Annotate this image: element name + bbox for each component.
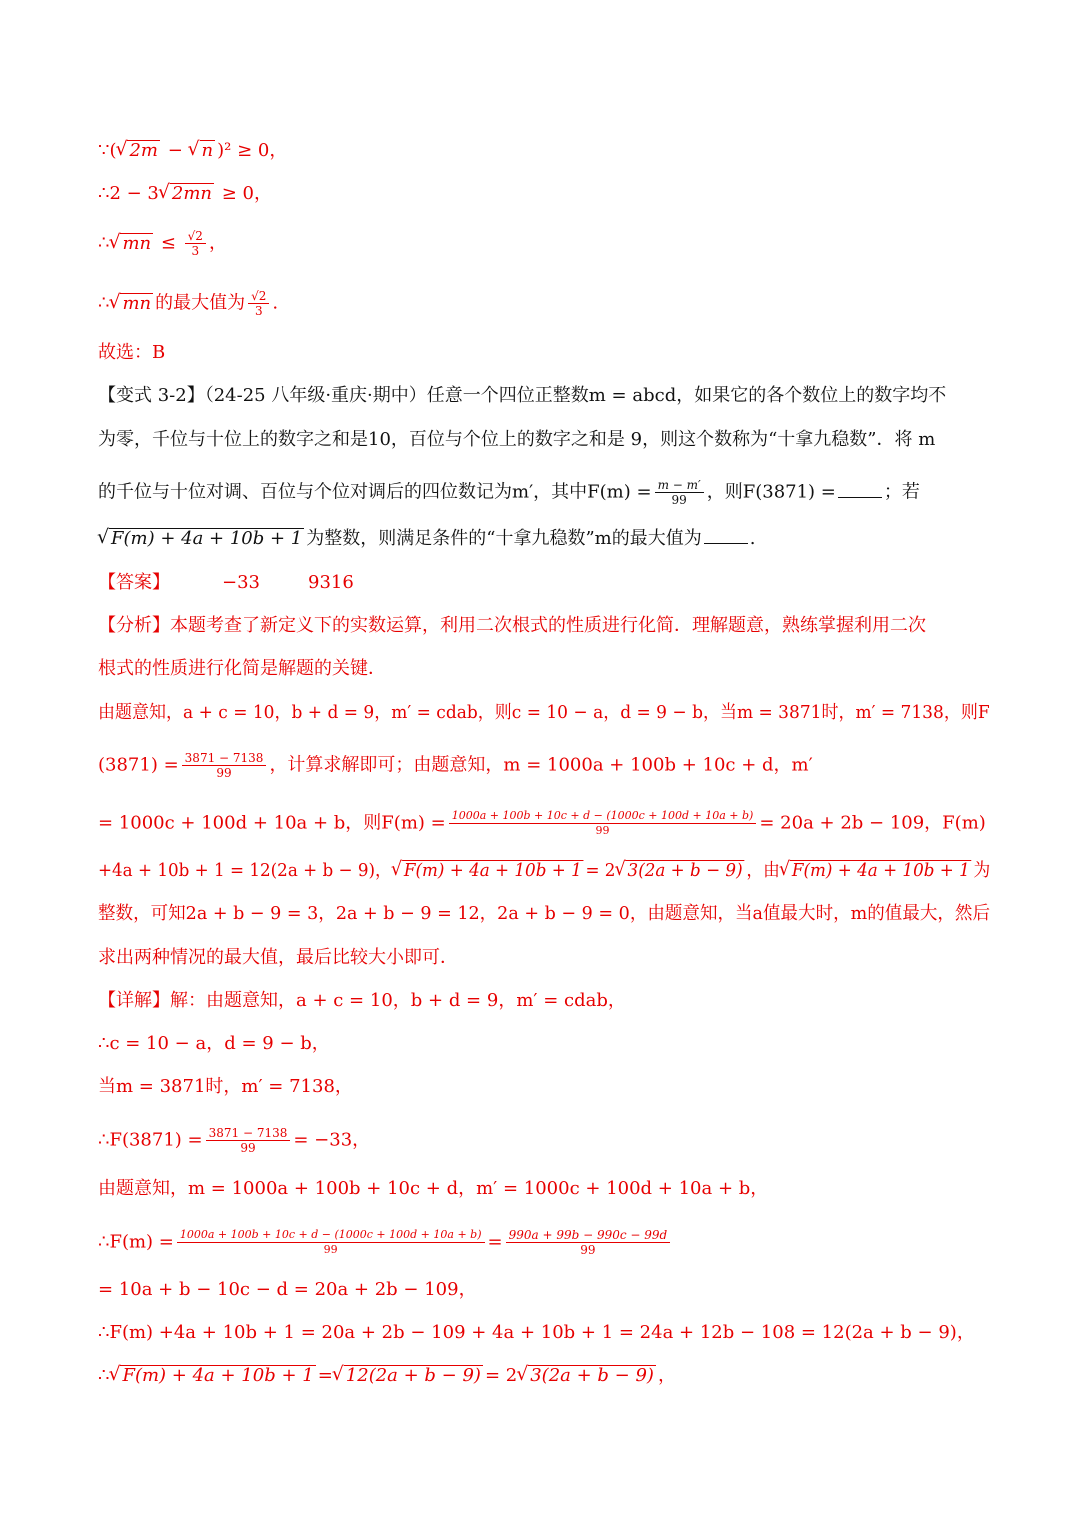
text: = 2 — [484, 1365, 518, 1386]
analysis-line-4 — [98, 751, 813, 780]
detail-line-2: ∴c = 10 − a，d = 9 − b， — [98, 1033, 330, 1054]
text: 99 — [323, 1243, 338, 1256]
analysis-line-6 — [98, 858, 990, 884]
problem-line-2: 为零，千位与十位上的数字之和是10，百位与个位上的数字之和是 9，则这个数称为“十拿九稳数”．将 m — [98, 429, 936, 450]
fraction — [182, 751, 267, 780]
sqrt-expression — [392, 858, 584, 884]
answer-line — [98, 570, 354, 596]
answer-value-1: −33 — [222, 572, 260, 593]
answer-label: 【答案】 — [98, 572, 170, 593]
text: 99 — [580, 1243, 596, 1257]
sqrt-mn — [109, 291, 153, 317]
text: 2m — [129, 140, 159, 161]
text: F(m) + 4a + 10b + 1 — [791, 860, 970, 881]
text: . — [272, 292, 279, 314]
sqrt-expression — [517, 1363, 656, 1389]
sqrt-expression — [333, 1363, 483, 1389]
answer-value-2: 9316 — [308, 572, 354, 593]
text: ∴F(m) = — [98, 1231, 174, 1253]
text: 3 — [254, 304, 263, 318]
text: = 1000c + 100d + 10a + b，则F(m) = — [98, 812, 446, 834]
text: 99 — [671, 493, 687, 507]
text: )² ≥ 0， — [217, 140, 288, 161]
text: ∴ — [98, 292, 110, 314]
fraction — [248, 289, 269, 318]
text: 1000a + 100b + 10c + d − (1000c + 100d + 10a + b) — [177, 1228, 485, 1243]
text: 的千位与十位对调、百位与个位对调后的四位数记为m′，其中F(m) = — [98, 481, 652, 503]
fraction — [206, 1126, 291, 1155]
text: ，计算求解即可；由题意知，m = 1000a + 100b + 10c + d，m′ — [269, 754, 813, 776]
problem-line-4 — [98, 526, 755, 552]
text: = 2 — [585, 860, 616, 881]
sqrt-mn — [109, 231, 153, 257]
text: = — [487, 1231, 503, 1253]
text: 为 — [973, 860, 991, 881]
text: 99 — [240, 1141, 256, 1155]
fraction — [655, 478, 704, 507]
detail-line-6 — [98, 1228, 673, 1257]
line-sqrt-mn-leq — [98, 229, 227, 258]
detail-line-9 — [98, 1363, 676, 1389]
text: n — [201, 140, 214, 161]
sqrt-2mn — [159, 181, 214, 207]
analysis-line-1: 【分析】本题考查了新定义下的实数运算，利用二次根式的性质进行化简．理解题意，熟练掌握利用二次 — [98, 615, 926, 636]
line-inequality-square — [98, 138, 287, 164]
fraction — [185, 229, 206, 258]
text: 99 — [595, 824, 610, 837]
text: mn — [122, 292, 152, 314]
text: ∵( — [98, 140, 117, 161]
text: ≤ — [155, 232, 182, 254]
sqrt-expression — [109, 1363, 315, 1389]
text: F(m) + 4a + 10b + 1 — [122, 1365, 314, 1386]
text: √2 — [248, 289, 269, 304]
text: ， — [657, 1365, 676, 1386]
sqrt-n — [189, 138, 216, 164]
text: ∴F(3871) = — [98, 1129, 203, 1151]
text: ≥ 0， — [216, 183, 272, 204]
choice-answer: 故选：B — [98, 342, 166, 363]
detail-line-1: 【详解】解：由题意知，a + c = 10，b + d = 9，m′ = cdab， — [98, 990, 626, 1011]
text: F(m) + 4a + 10b + 1 — [403, 860, 582, 881]
line-max-value — [98, 289, 278, 318]
text: 990a + 99b − 990c − 99d — [506, 1228, 671, 1243]
text: 为整数，则满足条件的“十拿九稳数”m的最大值为 — [306, 528, 702, 549]
text: 2mn — [171, 183, 213, 204]
text: ∴ — [98, 232, 110, 254]
text: √2 — [185, 229, 206, 244]
text: ，则F(3871) = — [706, 481, 836, 503]
sqrt-expression — [98, 526, 304, 552]
sqrt-2m — [116, 138, 160, 164]
text: 的最大值为 — [155, 292, 246, 314]
analysis-line-3: 由题意知，a + c = 10，b + d = 9，m′ = cdab，则c = 10 − a，d = 9 − b，当m = 3871时，m′ = 7138，则F — [98, 702, 990, 723]
text: ；若 — [883, 481, 920, 503]
text: ，由 — [746, 860, 780, 881]
text: ， — [208, 232, 227, 254]
text: 3871 − 7138 — [206, 1126, 291, 1141]
text: F(m) + 4a + 10b + 1 — [111, 528, 303, 549]
text: 12(2a + b − 9) — [345, 1365, 481, 1386]
answer-blank — [704, 542, 748, 544]
text: mn — [122, 232, 152, 254]
text: = 20a + 2b − 109，F(m) — [759, 812, 986, 834]
fraction — [449, 809, 757, 838]
analysis-line-7: 整数，可知2a + b − 9 = 3，2a + b − 9 = 12，2a + b − 9 = 0，由题意知，当a值最大时，m的值最大，然后 — [98, 903, 991, 924]
text: 3(2a + b − 9) — [530, 1365, 654, 1386]
detail-line-3: 当m = 3871时，m′ = 7138， — [98, 1076, 353, 1097]
detail-line-7: = 10a + b − 10c − d = 20a + 2b − 109， — [98, 1279, 477, 1300]
text: 3(2a + b − 9) — [627, 860, 743, 881]
detail-line-8: ∴F(m) +4a + 10b + 1 = 20a + 2b − 109 + 4a + 10b + 1 = 24a + 12b − 108 = 12(2a + b − 9)， — [98, 1322, 975, 1343]
text: (3871) = — [98, 754, 179, 776]
text: ∴2 − 3 — [98, 183, 159, 204]
line-2-minus-3sqrt — [98, 181, 272, 207]
detail-line-5: 由题意知，m = 1000a + 100b + 10c + d，m′ = 1000c + 100d + 10a + b， — [98, 1178, 769, 1199]
text: = −33， — [293, 1129, 371, 1151]
text: 99 — [216, 766, 232, 780]
analysis-line-5 — [98, 809, 986, 838]
text: ∴ — [98, 1365, 110, 1386]
analysis-line-8: 求出两种情况的最大值，最后比较大小即可． — [98, 947, 458, 968]
fraction — [506, 1228, 671, 1257]
fraction — [177, 1228, 485, 1257]
detail-line-4 — [98, 1126, 370, 1155]
problem-line-3 — [98, 478, 920, 507]
text: − — [162, 140, 189, 161]
text: 3 — [191, 244, 200, 258]
text: = — [317, 1365, 333, 1386]
text: 1000a + 100b + 10c + d − (1000c + 100d + 10a + b) — [449, 809, 757, 824]
text: 3871 − 7138 — [182, 751, 267, 766]
text: m − m′ — [655, 478, 704, 493]
analysis-line-2: 根式的性质进行化简是解题的关键． — [98, 658, 386, 679]
answer-blank — [838, 496, 882, 498]
problem-line-1: 【变式 3-2】（24-25 八年级·重庆·期中）任意一个四位正整数m = abcd，如果它的各个数位上的数字均不 — [98, 385, 947, 406]
text: +4a + 10b + 1 = 12(2a + b − 9)， — [98, 860, 392, 881]
sqrt-expression — [615, 858, 744, 884]
sqrt-expression — [780, 858, 972, 884]
text: . — [749, 528, 756, 549]
